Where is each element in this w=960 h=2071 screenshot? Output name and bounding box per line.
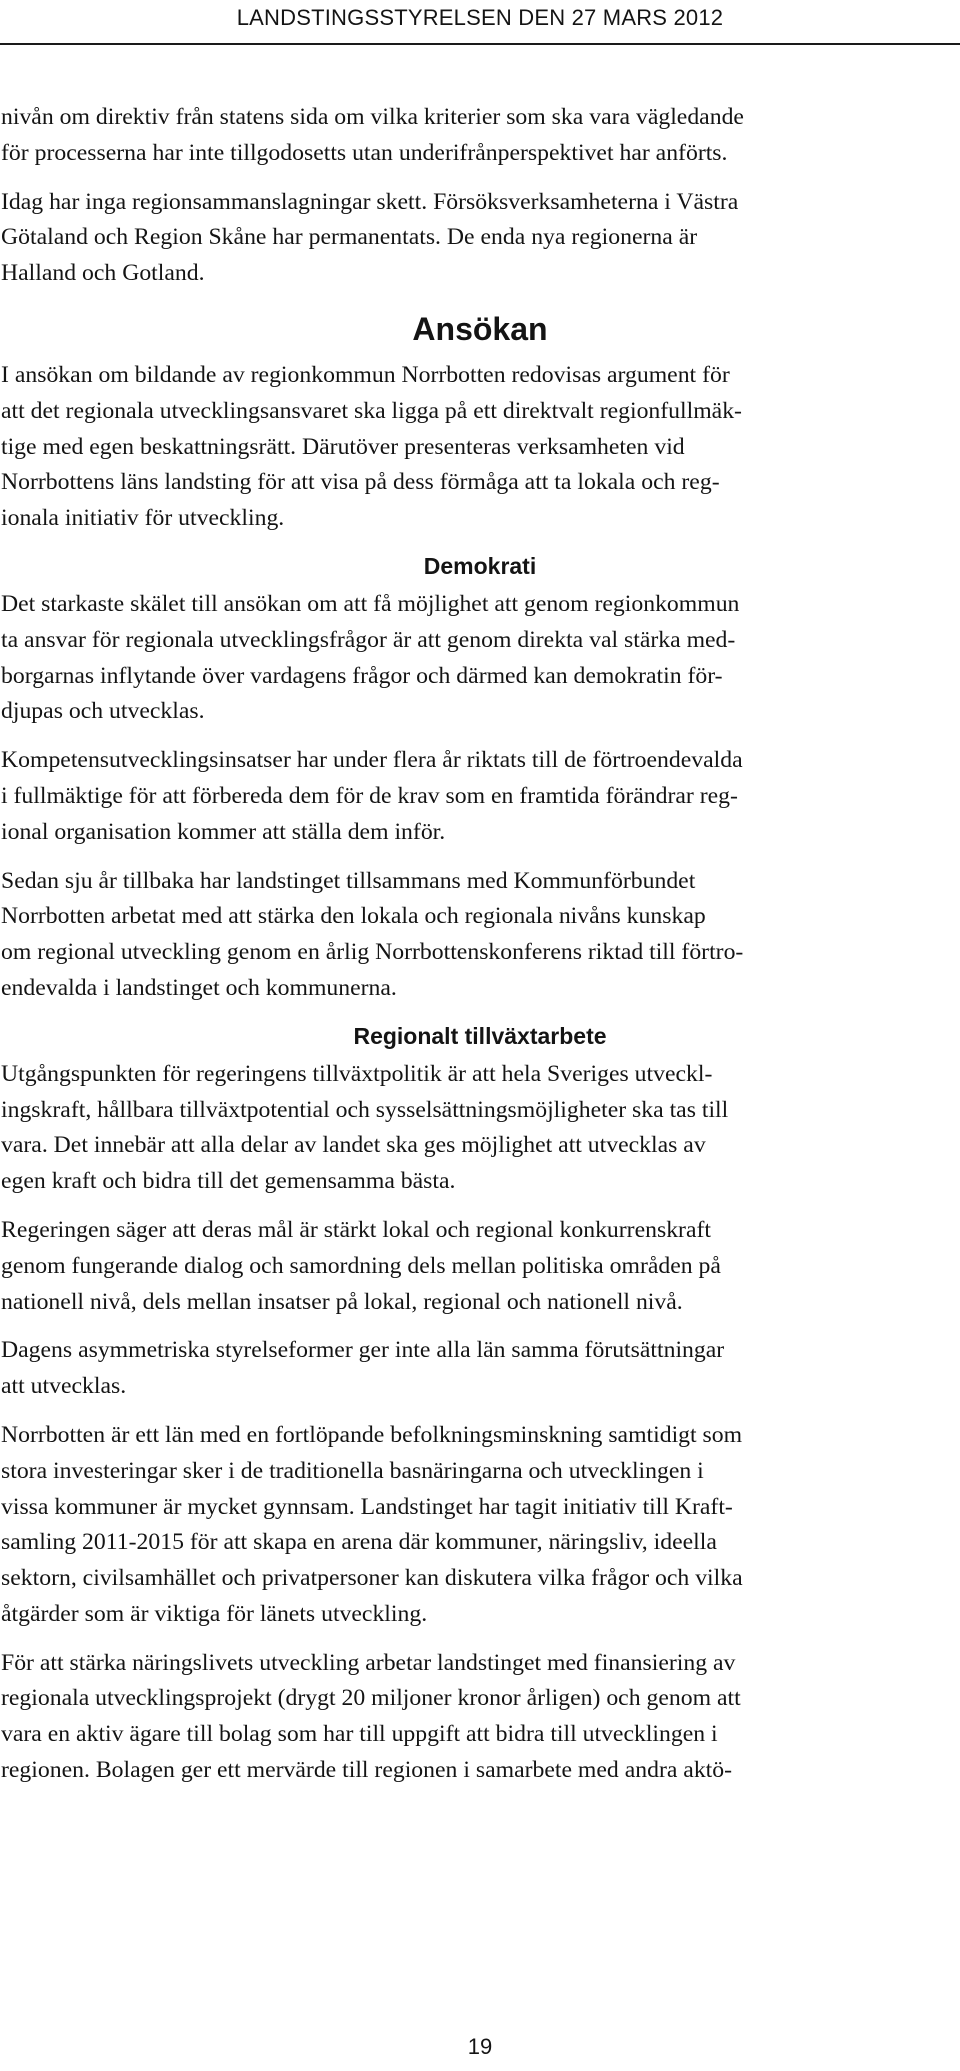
- paragraph-line: Kompetensutvecklingsinsatser har under flera år riktats till de förtroendevalda: [1, 747, 743, 774]
- paragraph-line: Det starkaste skälet till ansökan om att få möjlighet att genom regionkommun: [1, 590, 740, 617]
- paragraph-line: vara. Det innebär att alla delar av landet ska ges möjlighet att utvecklas av: [1, 1132, 706, 1159]
- paragraph-line: Regeringen säger att deras mål är stärkt lokal och regional konkurrenskraft: [1, 1216, 711, 1243]
- paragraph-line: om regional utveckling genom en årlig Norrbottenskonferens riktad till förtro-: [1, 939, 744, 966]
- paragraph-line: vissa kommuner är mycket gynnsam. Landstinget har tagit initiativ till Kraft-: [1, 1493, 733, 1520]
- paragraph-line: regionala utvecklingsprojekt (drygt 20 miljoner kronor årligen) och genom att: [1, 1685, 741, 1712]
- paragraph-line: Utgångspunkten för regeringens tillväxtpolitik är att hela Sveriges utveckl-: [1, 1060, 713, 1087]
- paragraph-line: Idag har inga regionsammanslagningar skett. Försöksverksamheterna i Västra: [1, 188, 739, 215]
- paragraph: [0, 100, 960, 172]
- paragraph-line: ingskraft, hållbara tillväxtpotential och sysselsättningsmöjligheter ska tas till: [1, 1096, 729, 1123]
- paragraph-line: sektorn, civilsamhället och privatpersoner kan diskutera vilka frågor och vilka: [1, 1565, 743, 1592]
- paragraph-line: att det regionala utvecklingsansvaret ska ligga på ett direktvalt regionfullmäk-: [1, 397, 742, 424]
- paragraph: [0, 1418, 960, 1633]
- document-body: [0, 100, 960, 1802]
- subsection-heading: Demokrati: [423, 552, 537, 579]
- paragraph-line: vara en aktiv ägare till bolag som har till uppgift att bidra till utvecklingen i: [1, 1721, 718, 1748]
- paragraph-line: tige med egen beskattningsrätt. Därutöver presenteras verksamheten vid: [1, 433, 685, 460]
- paragraph: [0, 587, 960, 730]
- header-rule: [0, 43, 960, 45]
- paragraph: [0, 1057, 960, 1200]
- paragraph-line: att utvecklas.: [1, 1373, 127, 1400]
- subsection-heading: Regionalt tillväxtarbete: [353, 1022, 607, 1049]
- paragraph-line: nationell nivå, dels mellan insatser på lokal, regional och nationell nivå.: [1, 1288, 683, 1315]
- page-header: LANDSTINGSSTYRELSEN DEN 27 MARS 2012: [236, 5, 724, 30]
- paragraph-line: För att stärka näringslivets utveckling arbetar landstinget med finansiering av: [1, 1649, 736, 1676]
- paragraph: [0, 1646, 960, 1789]
- paragraph-line: Halland och Gotland.: [1, 260, 205, 287]
- paragraph: [0, 185, 960, 292]
- paragraph-line: djupas och utvecklas.: [1, 698, 205, 725]
- paragraph: [0, 1333, 960, 1405]
- paragraph-line: Götaland och Region Skåne har permanentats. De enda nya regionerna är: [1, 224, 698, 251]
- paragraph-line: regionen. Bolagen ger ett mervärde till regionen i samarbete med andra aktö-: [1, 1757, 733, 1784]
- paragraph-line: i fullmäktige för att förbereda dem för de krav som en framtida förändrar reg-: [1, 782, 738, 809]
- page-number: 19: [467, 2034, 493, 2059]
- paragraph-line: ionala initiativ för utveckling.: [1, 505, 285, 532]
- paragraph-line: ional organisation kommer att ställa dem inför.: [1, 818, 446, 845]
- paragraph-line: Norrbottens läns landsting för att visa på dess förmåga att ta lokala och reg-: [1, 469, 720, 496]
- paragraph-line: borgarnas inflytande över vardagens frågor och därmed kan demokratin för-: [1, 662, 723, 689]
- paragraph-line: Norrbotten arbetat med att stärka den lokala och regionala nivåns kunskap: [1, 903, 706, 930]
- paragraph-line: Norrbotten är ett län med en fortlöpande befolkningsminskning samtidigt som: [1, 1421, 743, 1448]
- paragraph: [0, 864, 960, 1007]
- section-heading: Ansökan: [412, 310, 548, 347]
- paragraph: [0, 743, 960, 850]
- paragraph-line: åtgärder som är viktiga för länets utveckling.: [1, 1600, 428, 1627]
- paragraph: [0, 1213, 960, 1320]
- paragraph-line: genom fungerande dialog och samordning dels mellan politiska områden på: [1, 1252, 721, 1279]
- paragraph-line: Dagens asymmetriska styrelseformer ger inte alla län samma förutsättningar: [1, 1337, 725, 1364]
- paragraph-line: för processerna har inte tillgodosetts utan underifrånperspektivet har anförts.: [1, 139, 728, 166]
- paragraph-line: samling 2011-2015 för att skapa en arena där kommuner, näringsliv, ideella: [1, 1529, 717, 1556]
- paragraph-line: egen kraft och bidra till det gemensamma bästa.: [1, 1168, 456, 1195]
- paragraph-line: ta ansvar för regionala utvecklingsfrågor är att genom direkta val stärka med-: [1, 626, 736, 653]
- paragraph-line: Sedan sju år tillbaka har landstinget tillsammans med Kommunförbundet: [1, 867, 696, 894]
- paragraph-line: stora investeringar sker i de traditionella basnäringarna och utvecklingen i: [1, 1457, 704, 1484]
- paragraph-line: endevalda i landstinget och kommunerna.: [1, 974, 397, 1001]
- paragraph-line: I ansökan om bildande av regionkommun Norrbotten redovisas argument för: [1, 361, 730, 388]
- paragraph: [0, 358, 960, 537]
- paragraph-line: nivån om direktiv från statens sida om vilka kriterier som ska vara vägledande: [1, 104, 744, 130]
